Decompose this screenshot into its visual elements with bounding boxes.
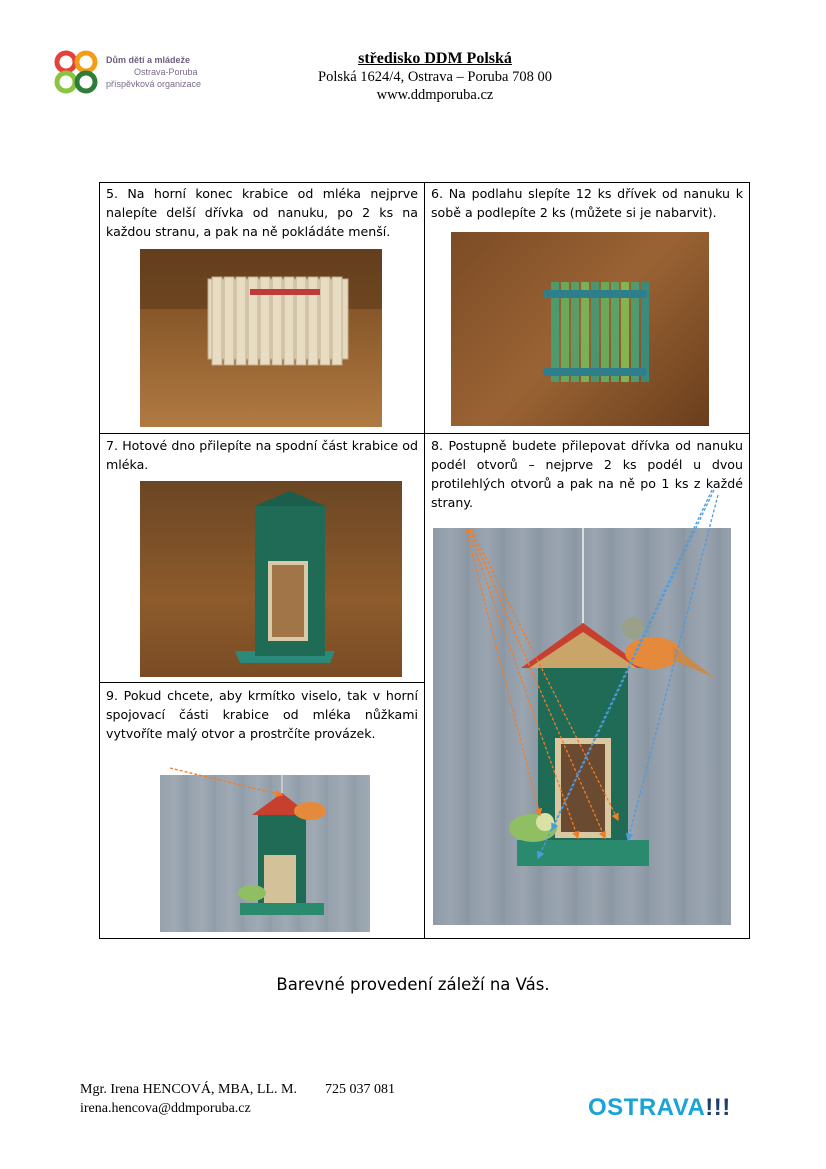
step-7-text: 7. Hotové dno přilepíte na spodní část krabice od mléka. — [106, 438, 418, 472]
header-address: Polská 1624/4, Ostrava – Poruba 708 00 — [318, 69, 552, 85]
contact-name: Mgr. Irena HENCOVÁ, MBA, LL. M. — [80, 1082, 297, 1097]
color-note: Barevné provedení záleží na Vás. — [276, 975, 550, 994]
step-9-text: 9. Pokud chcete, aby krmítko viselo, tak v horní spojovací části krabice od mléka nůžkami vytvoříte malý otvor a prostrčíte provázek. — [106, 688, 418, 741]
logo-line-2: Ostrava-Poruba — [134, 67, 198, 77]
logo-line-1: Dům dětí a mládeže — [106, 55, 191, 65]
ostrava-brand — [588, 1094, 731, 1122]
step-6-text: 6. Na podlahu slepíte 12 ks dřívek od nanuku k sobě a podlepíte 2 ks (můžete si je nabarvit). — [431, 186, 743, 220]
contact-phone: 725 037 081 — [324, 1082, 395, 1097]
header-web: www.ddmporuba.cz — [376, 87, 494, 103]
step-8-text: 8. Postupně budete přilepovat dřívka od nanuku podél otvorů – nejprve 2 ks podél u dvou protilehlých otvorů a pak na ně po 1 ks z každé strany. — [431, 438, 743, 510]
step-5-text: 5. Na horní konec krabice od mléka nejprve nalepíte delší dřívka od nanuku, po 2 ks na každou stranu, a pak na ně pokládáte menší. — [106, 186, 418, 239]
ostrava-word: OSTRAVA — [588, 1094, 706, 1121]
contact-email[interactable]: irena.hencova@ddmporuba.cz — [80, 1101, 251, 1116]
contact-block — [80, 1080, 395, 1118]
header-title: středisko DDM Polská — [358, 50, 512, 67]
ostrava-exclamations: !!! — [705, 1094, 731, 1121]
logo-line-3: příspěvková organizace — [106, 79, 202, 89]
